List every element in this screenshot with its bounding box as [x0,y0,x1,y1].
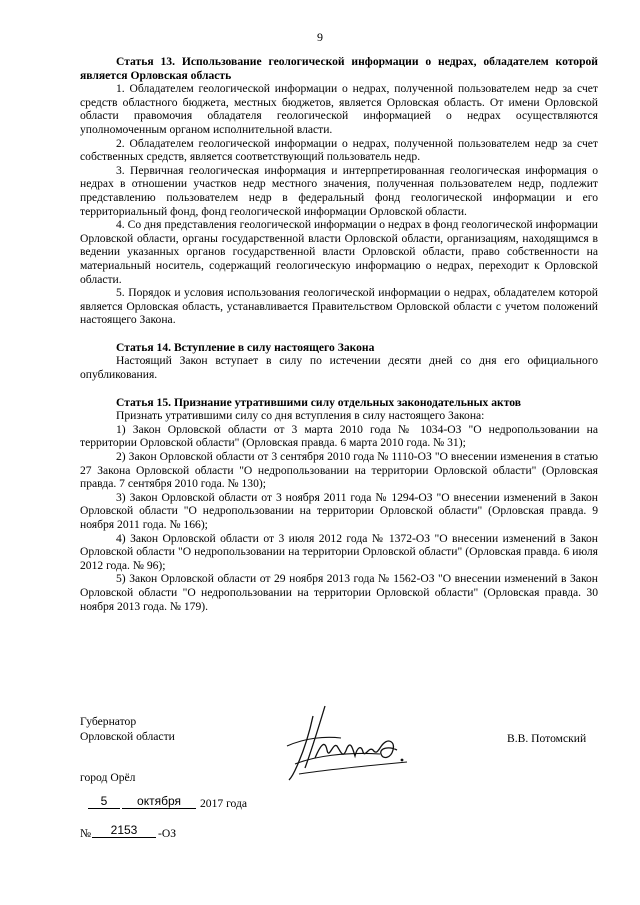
document-body [80,55,598,613]
date-year: 2017 года [200,797,248,810]
article14-title: Статья 14. Вступление в силу настоящего Закона [116,340,375,354]
article13-title: Статья 13. Использование геологической информации о недрах, обладателем которой является Орловская область [80,55,598,82]
law-number-value: 2153 [92,823,156,838]
article15-intro: Признать утратившими силу со дня вступления в силу настоящего Закона: [116,409,485,423]
signatory-title-line1: Губернатор [80,715,137,728]
page-number: 9 [317,30,323,44]
article14-para-1: Настоящий Закон вступает в силу по истечении десяти дней со дня его официального опубликования. [80,354,598,382]
handwritten-signature [285,700,415,785]
signatory-title [80,714,175,744]
article15-item-1: 1) Закон Орловской области от 3 марта 2010 года № 1034-ОЗ "О недропользовании на территории Орловской области" (Орловская правда. 6 марта 2010 года. № 31); [80,422,598,450]
number-sign: № [80,827,92,840]
article13-para-1: 1. Обладателем геологической информации о недрах, полученной пользователем недр за счет средств областного бюджета, местных бюджетов, является Орловская область. От имени Орловской области правомочия обладателя геологической информацией о недрах осуществляются уполномоченным органом исполнительной власти. [80,82,598,136]
place-of-signing: город Орёл [80,771,136,784]
article15-item-5: 5) Закон Орловской области от 29 ноября 2013 года № 1562-ОЗ "О внесении изменений в Закон Орловской области "О недропользовании на территории Орловской области" (Орловская правда. 30 ноября 2013 года. № 179). [80,572,598,613]
law-number [80,825,200,845]
signatory-name: В.В. Потомский [507,732,587,745]
signing-date [80,795,280,815]
article15-title: Статья 15. Признание утратившими силу отдельных законодательных актов [116,395,522,409]
article15-item-4: 4) Закон Орловской области от 3 июля 2012 года № 1372-ОЗ "О внесении изменений в Закон Орловской области "О недропользовании на территории Орловской области" (Орловская правда. 6 июля 2012 года. № 96); [80,531,598,572]
date-month: октября [122,794,196,809]
article13-para-4: 4. Со дня представления геологической информации о недрах в фонд геологической информации Орловской области, органы государственной власти Орловской области, организациям, находящимся в ведении указанных органов государственной власти Орловской области, право собственности на материальный носитель, содержащий геологическую информацию о недрах, переходит к Орловской области. [80,218,598,286]
article15-item-3: 3) Закон Орловской области от 3 ноября 2011 года № 1294-ОЗ "О внесении изменений в Закон Орловской области "О недропользовании на территории Орловской области" (Орловская правда. 9 ноября 2011 года. № 166); [80,490,598,531]
article13-para-5: 5. Порядок и условия использования геологической информации о недрах, обладателем которой является Орловская область, устанавливается Правительством Орловской области с учетом положений настоящего Закона. [80,286,598,327]
law-number-suffix: -ОЗ [158,827,177,840]
signatory-title-line2: Орловской области [80,730,175,743]
article13-para-2: 2. Обладателем геологической информации о недрах, полученной пользователем недр за счет собственных средств, является соответствующий пользователь недр. [80,136,598,164]
article13-para-3: 3. Первичная геологическая информация и интерпретированная геологическая информация о недрах в отношении участков недр местного значения, полученная пользователем недр, подлежит представлению пользователем недр в федеральный фонд геологической информации и его территориальный фонд, фонд геологической информации Орловской области. [80,163,598,218]
date-day: 5 [88,794,120,809]
article15-item-2: 2) Закон Орловской области от 3 сентября 2010 года № 1110-ОЗ "О внесении изменения в статью 27 Закона Орловской области "О недропользовании на территории Орловской области" (Орловская правда. 7 сентября 2010 года. № 130); [80,450,598,491]
